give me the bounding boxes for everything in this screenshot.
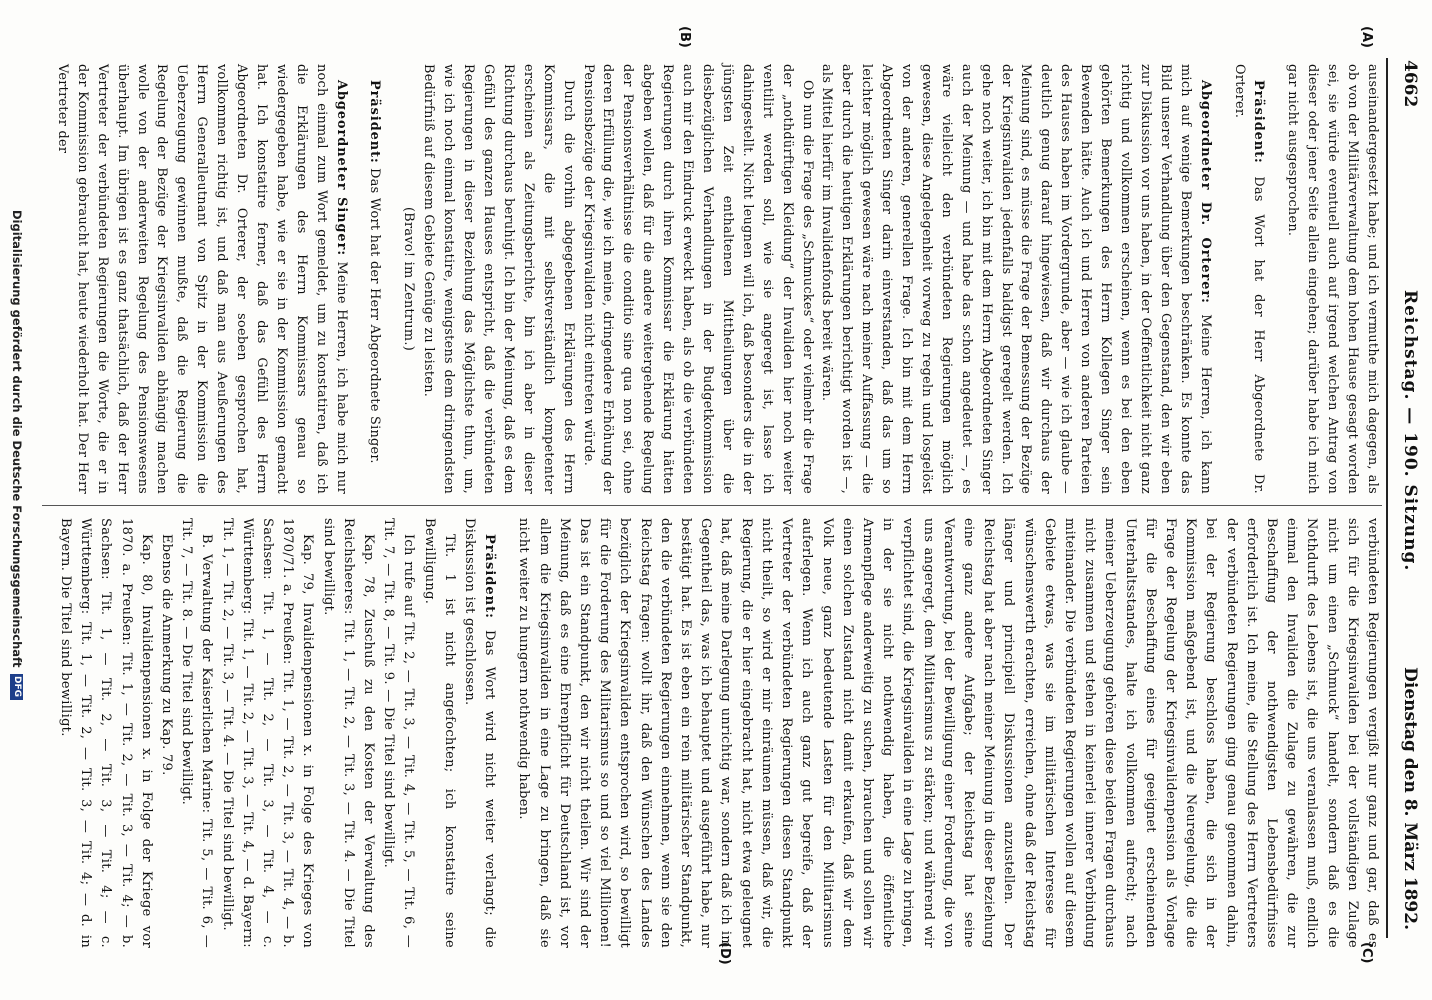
speech-text: Das Wort wird nicht weiter verlangt; die Diskussion ist geschlossen. xyxy=(462,518,498,948)
paragraph: Tit. 1 ist nicht angefochten; ich konstatire seine Bewilligung. xyxy=(421,518,457,948)
paragraph: auseinandergesetzt habe; und ich vermuthe mich dagegen, als ob von der Militärverwaltung dem hohen Hause gesagt worden sei, sie würde eventuell auch auf irgend welchen Antrag von dieser oder jener Seite allein eingehen; darüber habe ich mich gar nicht ausgesprochen. xyxy=(1285,64,1380,494)
speech-paragraph xyxy=(817,64,1215,494)
speech-paragraph xyxy=(1229,64,1269,494)
speaker-name: Präsident: xyxy=(1251,80,1267,164)
margin-mark-a: (A) xyxy=(1359,26,1374,48)
speaker-name: Abgeordneter Singer: xyxy=(333,80,349,257)
margin-mark-c: (C) xyxy=(1359,942,1374,964)
column-divider xyxy=(42,505,1382,506)
speech-text: Meine Herren, ich habe mich nur noch einmal zum Wort gemeldet, um zu konstatiren, daß ich die Erklärungen des Herrn Kommissars genau so wiedergegeben habe, wie er sie in der Kommission gemacht hat. Ich konstatire ferner, daß das Gefühl des Herrn Abgeordneten Dr. Orterer, der soeben gesprochen hat, vollkommen richtig ist, und daß man aus Aeußerungen des Herrn Generalleutnant von Spitz in der Kommission die Ueberzeugung gewinnen mußte, daß die Regierung die Regelung der Bezüge der Kriegsinvaliden abhängig machen wolle von der anderweiten Regelung des Pensionswesens überhaupt. Im übrigen ist es ganz thatsächlich, daß der Herr Vertreter der verbündeten Regierungen die Worte, die er in der Kommission gebraucht hat, heute wiederholt hat. Der Herr Vertreter der xyxy=(54,64,349,494)
speech-paragraph xyxy=(365,64,385,494)
margin-mark-b: (B) xyxy=(677,26,692,48)
speech-paragraph xyxy=(459,518,499,948)
page-header xyxy=(1392,60,1420,930)
paragraph: Kap. 78, Zuschuß zu den Kosten der Verwaltung des Reichsheeres: Tit. 1, — Tit. 2, — Tit. 3, — Tit. 4. — Die Titel sind bewilligt. xyxy=(320,518,377,948)
paragraph: verbündeten Regierungen vergißt nur ganz und gar, daß es sich für die Kriegsinvaliden bei der vollständigen Zulage nicht um einen „Schmuck“ handelt, sondern daß es die Nothdurft des Lebens ist, die uns veranlassen muß, endlich einmal den Invaliden die Zulage zu gewähren, die zur Beschaffung der nothwendigsten Lebensbedürfnisse erforderlich ist. Ich meine, die Stellung des Herrn Vertreters der verbündeten Regierungen ging genau genommen dahin, bei der Regierung beschloss haben, die sich in der Kommission maßgebend ist, und die Neuregelung, die die Frage der Regelung der Kriegsinvalidenpension als Vorlage für die Beschaffung eines für geeignet erscheinenden Unterhaltsstandes, halte ich vollkommen aufrecht; nach meiner Ueberzeugung gehören diese beiden Fragen durchaus nicht zusammen und stehen in keinerlei innerer Verbindung miteinander. Die verbündeten Regierungen wollen auf diesem Gebiete etwas, was sie im militärischen Interesse für wünschenswerth erachten, erreichen, ohne daß der Reichstag länger und principiell Diskussionen anzustellen. Der Reichstag hat aber nach meiner Meinung in dieser Beziehung eine ganz andere Aufgabe; der Reichstag hat seine Verantwortung, bei der Bewilligung einer Forderung, die von uns angeregt, dem Militarismus zu stärken; und während wir verpflichtet sind, die Kriegsinvaliden in eine Lage zu bringen, in der sie nicht nothwendig haben, die öffentliche Armenpflege anderweitig zu suchen, brauchen und sollen wir einen solchen Zustand nicht damit erkaufen, daß wir dem Volk neue, ganz bedeutende Lasten für den Militarismus auferlegen. Wenn ich auch ganz gut begreife, daß der Vertreter der verbündeten Regierungen diesen Standpunkt nicht theilt, so wird er mir einräumen müssen, daß wir, die Regierung, die er hier eingebracht hat, nicht etwa geleugnet hat, daß meine Darlegung unrichtig war, sondern daß ich im Gegentheil das, was ich behauptet und ausgeführt habe, nur bestätigt hat. Es ist eben ein rein militärischer Standpunkt, den die verbündeten Regierungen einnehmen, wenn sie den Reichstag fragen: wollt ihr, daß den Wünschen des Landes bezüglich der Kriegsinvaliden entsprochen wird, so bewilligt für die Forderung des Militarismus so und so viel Millionen! Das ist ein Standpunkt, den wir nicht theilen. Wir sind der Meinung, daß es eine Ehrenpflicht für Deutschland ist, vor allem die Kriegsinvaliden in eine Lage zu bringen, daß sie nicht weiter zu hungern nothwendig haben. xyxy=(516,518,1380,948)
dfg-logo-icon: DFG xyxy=(10,674,23,700)
paragraph: Kap. 79, Invalidenpensionen x. in Folge des Krieges von 1870/71. a. Preußen: Tit. 1, — Tit. 2, — Tit. 3, — Tit. 4, — b. Sachsen: Tit. 1, — Tit. 2, — Tit. 3, — Tit. 4, — c. Württemberg: Tit. 1, — Tit. 2, — Tit. 3, — Tit. 4, — d. Bayern: Tit. 1, — Tit. 2, — Tit. 3, — Tit. 4. — Die Titel sind bewilligt. xyxy=(219,518,316,948)
paragraph: Ich rufe auf Tit. 2, — Tit. 3, — Tit. 4, — Tit. 5, — Tit. 6, — Tit. 7, — Tit. 8, — Tit. 9. — Die Titel sind bewilligt. xyxy=(381,518,417,948)
paragraph: Kap. 80, Invalidenpensionen x. in Folge der Kriege vor 1870. a. Preußen: Tit. 1, — Tit. 2, — Tit. 3, — Tit. 4; — b. Sachsen: Tit. 1, — Tit. 2, — Tit. 3, — Tit. 4; — c. Württemberg: Tit. 1, — Tit. 2, — Tit. 3, — Tit. 4; — d. in Bayern. Die Titel sind bewilligt. xyxy=(58,518,154,948)
speaker-name: Abgeordneter Dr. Orterer: xyxy=(1197,80,1213,304)
left-column xyxy=(52,64,1382,494)
speaker-name: Präsident: xyxy=(367,80,383,164)
footer-text: Digitalisierung gefördert durch die Deutsche Forschungsgemeinschaft xyxy=(10,210,24,668)
paragraph: Ebenso die Anmerkung zu Kap. 79. xyxy=(159,534,175,776)
applause-note: (Bravo! im Zentrum.) xyxy=(401,207,417,351)
session-title: Reichstag. — 190. Sitzung. xyxy=(1400,290,1420,572)
paragraph: Durch die vorhin abgegebenen Erklärungen des Herrn Kommissars, die mit selbstverständlich kompetenter erscheinen als Zeitungsberichte, bin ich aber in dieser Richtung durchaus beruhigt. Ich bin der Meinung, daß es dem Gefühl des ganzen Hauses entspricht, daß die verbündeten Regierungen in dieser Beziehung das Möglichste thun, um, wie ich noch einmal konstatire, wenigstens dem dringendsten Bedürfniß auf diesem Gebiete Genüge zu leisten. xyxy=(421,64,576,494)
speech-text: Meine Herren, ich kann mich auf wenige Bemerkungen beschränken. Es konnte das Bild unserer Verhandlung über den Gegenstand, den wir eben zur Diskussion vor uns haben, in der Oeffentlichkeit nicht ganz richtig und vollkommen erscheinen, wenn es bei den eben gehörten Bemerkungen des Herrn Kollegen Singer sein Bewenden hätte. Auch ich und Herren von anderen Parteien des Hauses haben im Vordergrunde, aber — wie ich glaube — deutlich genug darauf hingewiesen, daß wir durchaus der Meinung sind, es müsse die Frage der Bemessung der Bezüge der Kriegsinvaliden jedenfalls baldigst geregelt werden. Ich gehe noch weiter, ich bin mit dem Herrn Abgeordneten Singer auch der Meinung — und habe das schon angedeutet —, es wäre vielleicht den verbündeten Regierungen möglich gewesen, diese Angelegenheit vorweg zu regeln und losgelöst von der anderen, generellen Frage. Ich bin mit dem Herrn Abgeordneten Singer darin einverstanden, daß das um so leichter möglich gewesen wäre nach meiner Auffassung — die aber durch die heutigen Erklärungen berichtigt worden ist —, als Mittel hierfür im Invalidenfonds bereit wären. xyxy=(819,64,1213,494)
paragraph: B. Verwaltung der Kaiserlichen Marine: Tit. 5, — Tit. 6, — Tit. 7, — Tit. 8. — Die Titel sind bewilligt. xyxy=(179,518,215,948)
page-number: 4662 xyxy=(1400,60,1420,108)
margin-mark-d: (D) xyxy=(717,942,732,965)
header-rule xyxy=(1386,58,1388,938)
speech-paragraph xyxy=(52,64,351,494)
right-column xyxy=(55,518,1382,948)
digitization-footer xyxy=(10,210,24,700)
speaker-name: Präsident: xyxy=(482,534,498,619)
paragraph: Ob nun die Frage des „Schmuckes“ oder vielmehr die Frage der „nothdürftigen Kleidung“ der Invaliden hier noch weiter ventilirt werden soll, wie sie angeregt ist, lasse ich dahingestellt. Nicht leugnen will ich, daß besonders die in der jüngsten Zeit enthaltenen Mittheilungen über die diesbezüglichen Verhandlungen in der Budgetkommission auch mir den Eindruck erweckt haben, als ob die verbündeten Regierungen durch ihren Kommissar die Erklärung hätten abgeben wollen, daß für die andere weitergehende Regelung der Pensionsverhältnisse die conditio sine qua non sei, ohne deren Erfüllung die, wie ich meine, dringendere Erhöhung der Pensionsbezüge der Kriegsinvaliden nicht eintreten würde. xyxy=(580,64,815,494)
speech-text: Das Wort hat der Herr Abgeordnete Dr. Orterer. xyxy=(1231,64,1267,494)
speech-text: Das Wort hat der Herr Abgeordnete Singer. xyxy=(367,168,383,464)
session-date: Dienstag den 8. März 1892. xyxy=(1400,667,1420,930)
